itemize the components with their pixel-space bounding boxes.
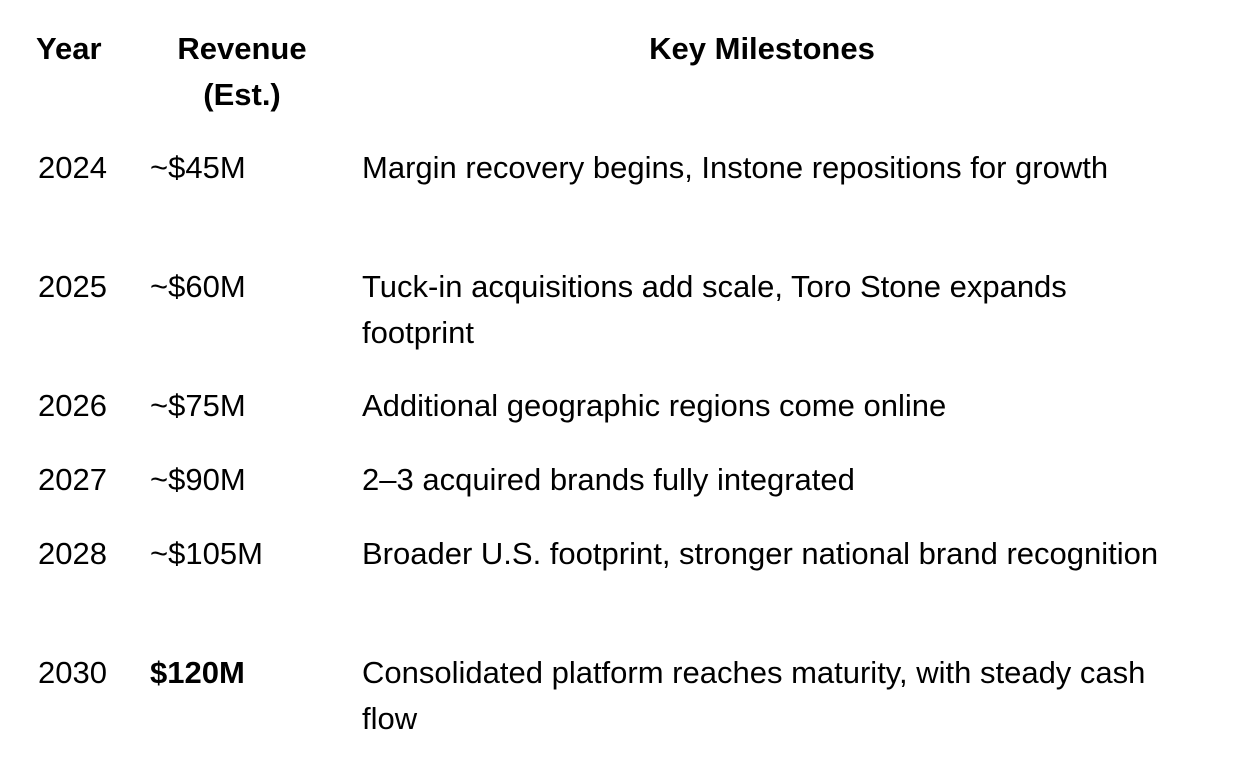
header-key-milestones: Key Milestones <box>649 31 875 66</box>
row-year: 2024 <box>38 150 107 185</box>
row-revenue: ~$45M <box>150 150 246 185</box>
row-milestone: Margin recovery begins, Instone repositions for growth <box>362 150 1109 185</box>
table-header-row <box>0 26 1240 126</box>
row-milestone: Tuck-in acquisitions add scale, Toro Stone expands footprint <box>362 269 1067 350</box>
row-revenue: $120M <box>150 655 245 690</box>
row-milestone: Consolidated platform reaches maturity, with steady cash flow <box>362 655 1146 736</box>
row-year: 2028 <box>38 536 107 571</box>
row-milestone: 2–3 acquired brands fully integrated <box>362 462 855 497</box>
row-revenue: ~$105M <box>150 536 263 571</box>
header-revenue: Revenue (Est.) <box>177 31 307 112</box>
row-milestone: Broader U.S. footprint, stronger national brand recognition <box>362 536 1159 571</box>
row-revenue: ~$60M <box>150 269 246 304</box>
row-revenue: ~$90M <box>150 462 246 497</box>
row-year: 2027 <box>38 462 107 497</box>
row-year: 2030 <box>38 655 107 690</box>
row-milestone: Additional geographic regions come online <box>362 388 947 423</box>
row-year: 2026 <box>38 388 107 423</box>
header-year: Year <box>36 31 102 66</box>
row-year: 2025 <box>38 269 107 304</box>
row-revenue: ~$75M <box>150 388 246 423</box>
